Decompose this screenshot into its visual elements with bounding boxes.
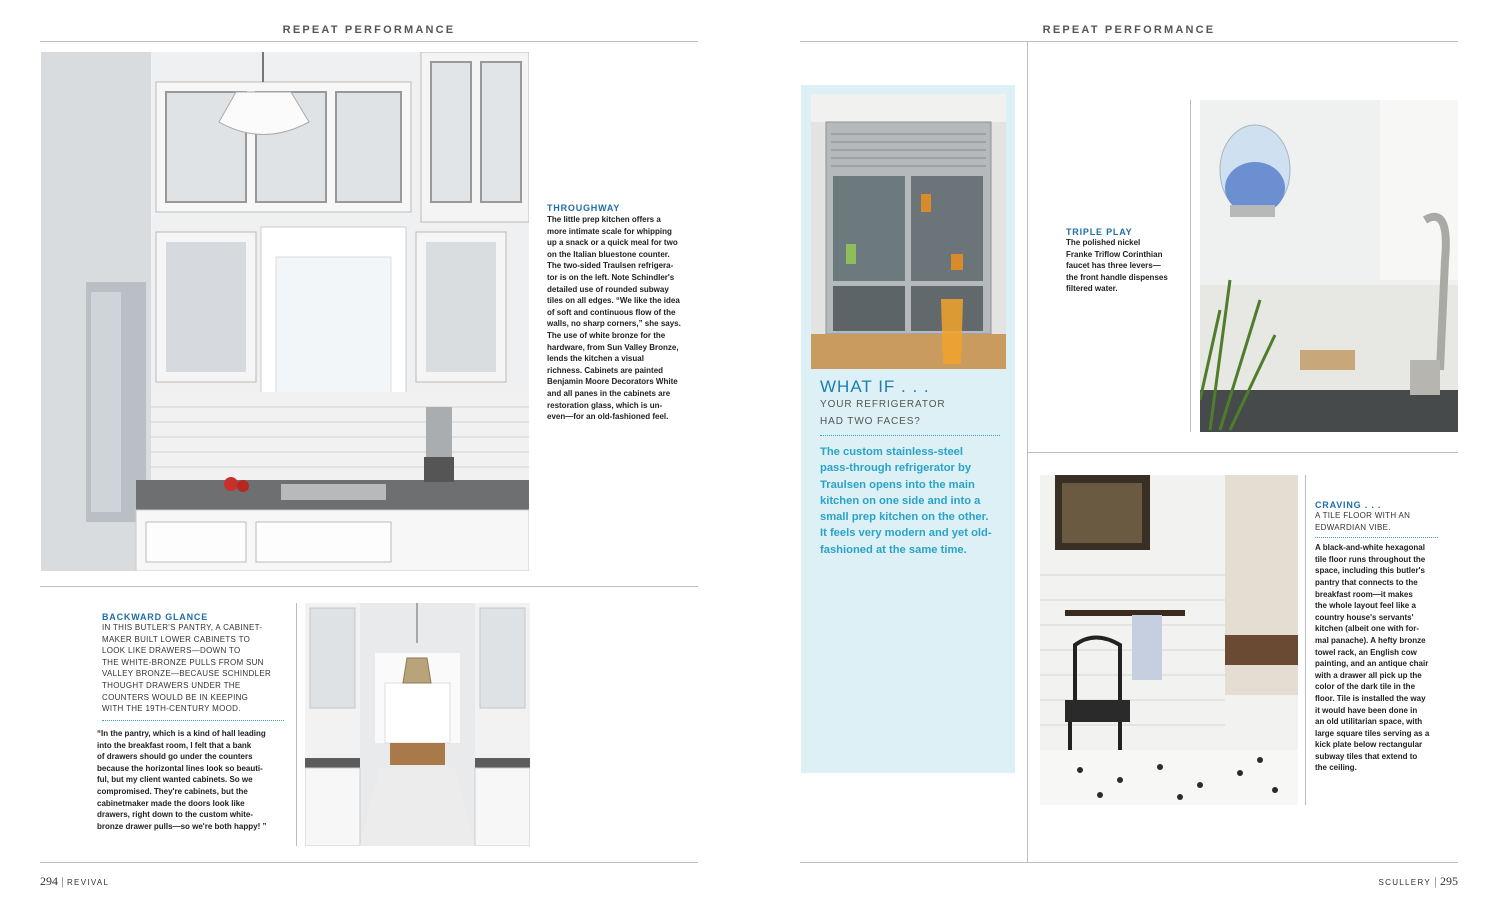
craving-line: pantry that connects to the [1315,577,1418,587]
triple-play-line: Franke Triflow Corinthian [1066,249,1163,259]
what-if-body [820,444,1010,558]
craving-line: color of the dark tile in the [1315,682,1416,692]
craving-line: tile floor runs throughout the [1315,554,1426,564]
backward-line: COUNTERS WOULD BE IN KEEPING [102,692,249,702]
backward-line: WITH THE 19TH-CENTURY MOOD. [102,704,241,714]
craving-line: an old utilitarian space, with [1315,717,1423,727]
throughway-line: tiles on all edges. “We like the idea [547,296,680,306]
craving-line: subway tiles that extend to [1315,751,1418,761]
throughway-body [547,214,697,423]
what-if-line: It feels very modern and yet old- [820,527,992,540]
triple-play-body [1066,237,1186,295]
pantry-quote [97,728,289,832]
craving-line: the ceiling. [1315,763,1357,773]
backward-glance-caption [102,612,287,715]
throughway-title: THROUGHWAY [547,203,621,213]
quote-line: “In the pantry, which is a kind of hall leading [97,729,266,738]
what-if-subtitle-line: YOUR REFRIGERATOR [820,399,946,410]
right-top-rule [800,41,1458,42]
backward-glance-body [102,622,287,715]
left-bottom-rule [40,862,698,863]
right-folio [1379,874,1458,889]
backward-line: VALLEY BRONZE—BECAUSE SCHINDLER [102,669,272,679]
craving-divider [1315,537,1438,538]
backward-line: THE WHITE-BRONZE PULLS FROM SUN [102,657,264,667]
craving-body [1315,542,1455,774]
left-page-number: 294 [40,874,58,888]
triple-play-line: The polished nickel [1066,238,1141,247]
craving-line: space, including this butler's [1315,566,1425,576]
throughway-line: The little prep kitchen offers a [547,215,661,224]
quote-line: cabinetmaker made the doors look like [97,798,245,808]
butlers-pantry-photo [305,603,530,846]
throughway-caption [547,203,697,423]
triple-play-line: filtered water. [1066,284,1118,294]
triple-play-title: TRIPLE PLAY [1066,227,1133,237]
throughway-line: tor is on the left. Note Schindler's [547,272,675,282]
craving-line: breakfast room—it makes [1315,589,1413,599]
quote-line: because the horizontal lines look so beauti- [97,763,263,773]
craving-line: kitchen (albeit one with for- [1315,624,1420,634]
craving-line: A black-and-white hexagonal [1315,543,1425,553]
backward-glance-divider [102,720,284,721]
faucet-vertical-rule [1190,100,1191,432]
craving-line: floor. Tile is installed the way [1315,693,1426,703]
right-page-number: 295 [1440,874,1458,888]
what-if-line: fashioned at the same time. [820,543,967,556]
pantry-vertical-rule [296,603,297,846]
what-if-line: pass-through refrigerator by [820,462,972,475]
throughway-line: The two-sided Traulsen refrigera- [547,261,674,271]
throughway-kitchen-photo [41,52,529,571]
throughway-line: even—for an old-fashioned feel. [547,412,669,422]
throughway-line: restoration glass, which is un- [547,400,663,410]
craving-title: CRAVING . . . [1315,500,1382,510]
throughway-line: richness. Cabinets are painted [547,365,664,375]
craving-subtitle-line: EDWARDIAN VIBE. [1315,522,1391,532]
throughway-line: more intimate scale for whipping [547,226,672,236]
craving-subtitle [1315,510,1455,533]
left-folio-label: REVIVAL [66,878,110,887]
craving-vertical-rule [1305,475,1306,805]
throughway-line: walls, no sharp corners,” she says. [547,319,681,329]
quote-line: of drawers should go under the counters [97,752,253,762]
hexagonal-tile-floor-photo [1040,475,1298,805]
quote-line: ful, but my client wanted cabinets. So we [97,775,253,785]
left-middle-rule [40,586,698,587]
backward-line: IN THIS BUTLER'S PANTRY, A CABINET- [102,623,263,632]
quote-line: drawers, right down to the custom white- [97,810,254,820]
throughway-line: on the Italian bluestone counter. [547,249,670,259]
craving-line: large square tiles serving as a [1315,728,1430,738]
left-running-head: REPEAT PERFORMANCE [282,24,456,36]
what-if-line: The custom stainless-steel [820,446,964,458]
what-if-subtitle [820,396,946,430]
craving-subtitle-line: A TILE FLOOR WITH AN [1315,511,1411,520]
right-middle-rule [1027,452,1458,453]
craving-line: towel rack, an English cow [1315,647,1417,657]
craving-caption [1315,500,1455,774]
triple-play-line: faucet has three levers— [1066,261,1161,271]
craving-line: the whole layout feel like a [1315,601,1416,611]
throughway-line: detailed use of rounded subway [547,284,669,294]
triple-play-caption [1066,227,1186,295]
craving-line: kick plate below rectangular [1315,740,1423,750]
what-if-line: small prep kitchen on the other. [820,511,989,524]
throughway-line: Benjamin Moore Decorators White [547,377,678,387]
what-if-title: WHAT IF . . . [820,377,930,396]
throughway-line: lends the kitchen a visual [547,354,644,364]
right-folio-separator: | [1434,876,1440,888]
craving-line: country house's servants' [1315,612,1414,622]
backward-line: THOUGHT DRAWERS UNDER THE [102,680,241,690]
backward-line: LOOK LIKE DRAWERS—DOWN TO [102,646,241,656]
craving-line: mal panache). A hefty bronze [1315,635,1426,645]
left-top-rule [40,41,698,42]
throughway-line: hardware, from Sun Valley Bronze, [547,342,679,352]
right-folio-label: SCULLERY [1378,878,1432,887]
what-if-divider [820,435,1000,436]
throughway-line: up a snack or a quick meal for two [547,238,678,248]
what-if-subtitle-line: HAD TWO FACES? [820,416,921,427]
triple-play-line: the front handle dispenses [1066,272,1168,282]
right-bottom-rule [800,862,1458,863]
left-folio [40,874,109,889]
what-if-line: kitchen on one side and into a [820,494,981,507]
craving-line: it would have been done in [1315,705,1418,715]
backward-line: MAKER BUILT LOWER CABINETS TO [102,634,251,644]
throughway-line: and all panes in the cabinets are [547,388,671,398]
quote-line: compromised. They're cabinets, but the [97,786,248,796]
quote-line: bronze drawer pulls—so we're both happy! ” [97,821,267,831]
faucet-photo [1200,100,1458,432]
quote-line: into the breakfast room, I felt that a bank [97,740,252,750]
right-running-head: REPEAT PERFORMANCE [1042,24,1216,36]
throughway-line: The use of white bronze for the [547,330,666,340]
what-if-line: Traulsen opens into the main [820,478,975,491]
throughway-line: of soft and continuous flow of the [547,307,676,317]
craving-line: painting, and an antique chair [1315,659,1429,669]
left-folio-separator: | [61,876,67,888]
craving-line: with a drawer all pick up the [1315,670,1422,680]
backward-glance-title: BACKWARD GLANCE [102,612,208,622]
two-sided-refrigerator-photo [811,94,1006,369]
